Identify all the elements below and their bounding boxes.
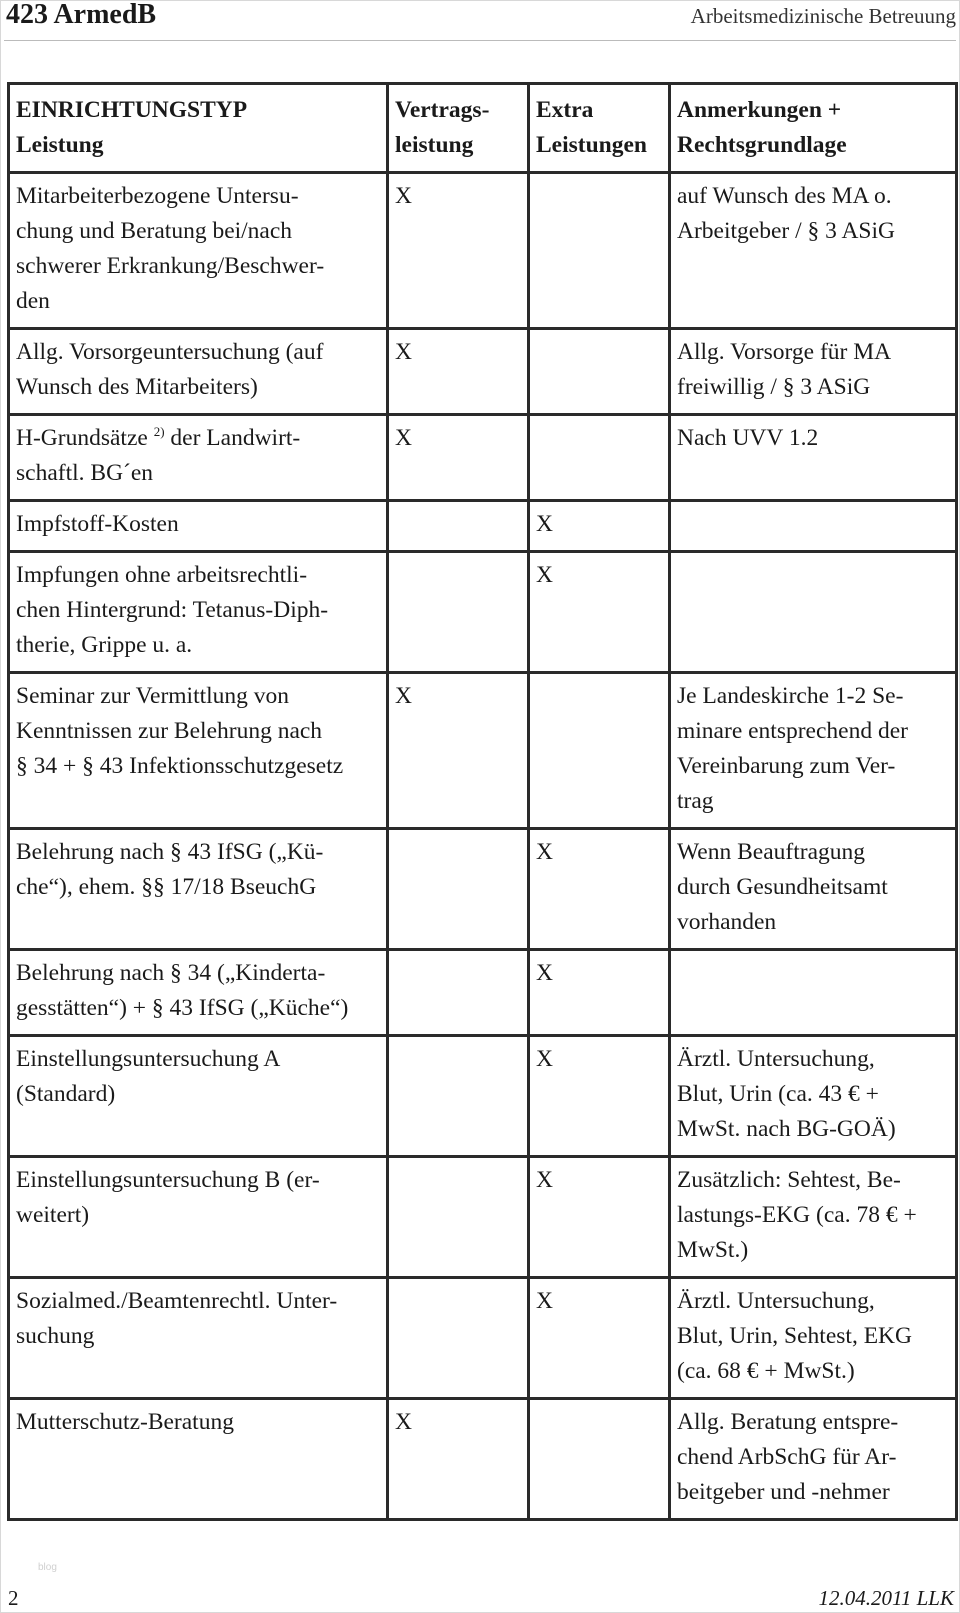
table-row: [9, 673, 957, 829]
cell-extra: X: [529, 1036, 670, 1157]
watermark-text: blog: [38, 1562, 57, 1573]
footer-date: 12.04.2011 LLK: [818, 1586, 954, 1610]
cell-anmerkung: Ärztl. Untersuchung, Blut, Urin, Sehtest, EKG (ca. 68 € + MwSt.): [670, 1278, 957, 1399]
table-row: [9, 173, 957, 329]
column-header-vertragsleistung: Vertrags- leistung: [388, 84, 529, 173]
cell-leistung: Einstellungsuntersuchung A (Standard): [9, 1036, 388, 1157]
cell-vertrag: X: [388, 173, 529, 329]
services-table: [7, 82, 958, 1521]
cell-leistung: Belehrung nach § 34 („Kinderta- gesstätten“) + § 43 IfSG („Küche“): [9, 950, 388, 1036]
cell-leistung: Allg. Vorsorgeuntersuchung (auf Wunsch des Mitarbeiters): [9, 329, 388, 415]
cell-leistung: Einstellungsuntersuchung B (er- weitert): [9, 1157, 388, 1278]
cell-extra: X: [529, 501, 670, 552]
cell-vertrag: [388, 950, 529, 1036]
table-row: [9, 1157, 957, 1278]
column-header-extra-leistungen: Extra Leistungen: [529, 84, 670, 173]
cell-extra: X: [529, 1157, 670, 1278]
table-header-row: [9, 84, 957, 173]
column-header-anmerkungen: Anmerkungen + Rechtsgrundlage: [670, 84, 957, 173]
table-row: [9, 950, 957, 1036]
cell-anmerkung: [670, 950, 957, 1036]
cell-anmerkung: Nach UVV 1.2: [670, 415, 957, 501]
cell-anmerkung: [670, 501, 957, 552]
table-row: [9, 415, 957, 501]
cell-leistung: Impfstoff-Kosten: [9, 501, 388, 552]
cell-vertrag: [388, 552, 529, 673]
cell-anmerkung: Ärztl. Untersuchung, Blut, Urin (ca. 43 € + MwSt. nach BG-GOÄ): [670, 1036, 957, 1157]
cell-anmerkung: Zusätzlich: Sehtest, Be- lastungs-EKG (ca. 78 € + MwSt.): [670, 1157, 957, 1278]
cell-leistung: H-Grundsätze $^{2)}$ der Landwirt- schaftl. BG´en: [9, 415, 388, 501]
column-header-leistung: EINRICHTUNGSTYP Leistung: [9, 84, 388, 173]
table-row: [9, 552, 957, 673]
cell-vertrag: X: [388, 1399, 529, 1520]
cell-extra: [529, 329, 670, 415]
cell-vertrag: [388, 1157, 529, 1278]
cell-leistung: Belehrung nach § 43 IfSG („Kü- che“), ehem. §§ 17/18 BseuchG: [9, 829, 388, 950]
table-row: [9, 501, 957, 552]
cell-vertrag: [388, 1278, 529, 1399]
cell-vertrag: [388, 501, 529, 552]
cell-extra: X: [529, 1278, 670, 1399]
footnote-marker: 2): [153, 424, 165, 440]
table-row: [9, 329, 957, 415]
cell-vertrag: [388, 1036, 529, 1157]
table-row: [9, 1036, 957, 1157]
cell-anmerkung: Allg. Vorsorge für MA freiwillig / § 3 ASiG: [670, 329, 957, 415]
cell-extra: X: [529, 950, 670, 1036]
cell-anmerkung: Je Landeskirche 1-2 Se- minare entsprechend der Vereinbarung zum Ver- trag: [670, 673, 957, 829]
document-code: 423 ArmedB: [6, 0, 157, 30]
cell-vertrag: X: [388, 673, 529, 829]
cell-anmerkung: Allg. Beratung entspre- chend ArbSchG für Ar- beitgeber und -nehmer: [670, 1399, 957, 1520]
document-title: Arbeitsmedizinische Betreuung: [690, 4, 956, 28]
cell-leistung: Impfungen ohne arbeitsrechtli- chen Hintergrund: Tetanus-Diph- therie, Grippe u. a.: [9, 552, 388, 673]
cell-extra: [529, 173, 670, 329]
cell-leistung: Mitarbeiterbezogene Untersu- chung und Beratung bei/nach schwerer Erkrankung/Beschwer- den: [9, 173, 388, 329]
cell-leistung: Mutterschutz-Beratung: [9, 1399, 388, 1520]
cell-extra: [529, 1399, 670, 1520]
cell-extra: X: [529, 829, 670, 950]
cell-anmerkung: auf Wunsch des MA o. Arbeitgeber / § 3 ASiG: [670, 173, 957, 329]
cell-anmerkung: Wenn Beauftragung durch Gesundheitsamt vorhanden: [670, 829, 957, 950]
table-row: [9, 1278, 957, 1399]
cell-leistung: Sozialmed./Beamtenrechtl. Unter- suchung: [9, 1278, 388, 1399]
cell-vertrag: [388, 829, 529, 950]
cell-extra: [529, 673, 670, 829]
page-number: 2: [8, 1586, 19, 1610]
cell-leistung: Seminar zur Vermittlung von Kenntnissen zur Belehrung nach § 34 + § 43 Infektionsschutzgesetz: [9, 673, 388, 829]
cell-vertrag: X: [388, 415, 529, 501]
cell-anmerkung: [670, 552, 957, 673]
header-divider: [4, 40, 956, 41]
cell-vertrag: X: [388, 329, 529, 415]
cell-extra: [529, 415, 670, 501]
table-row: [9, 829, 957, 950]
table-row: [9, 1399, 957, 1520]
cell-extra: X: [529, 552, 670, 673]
